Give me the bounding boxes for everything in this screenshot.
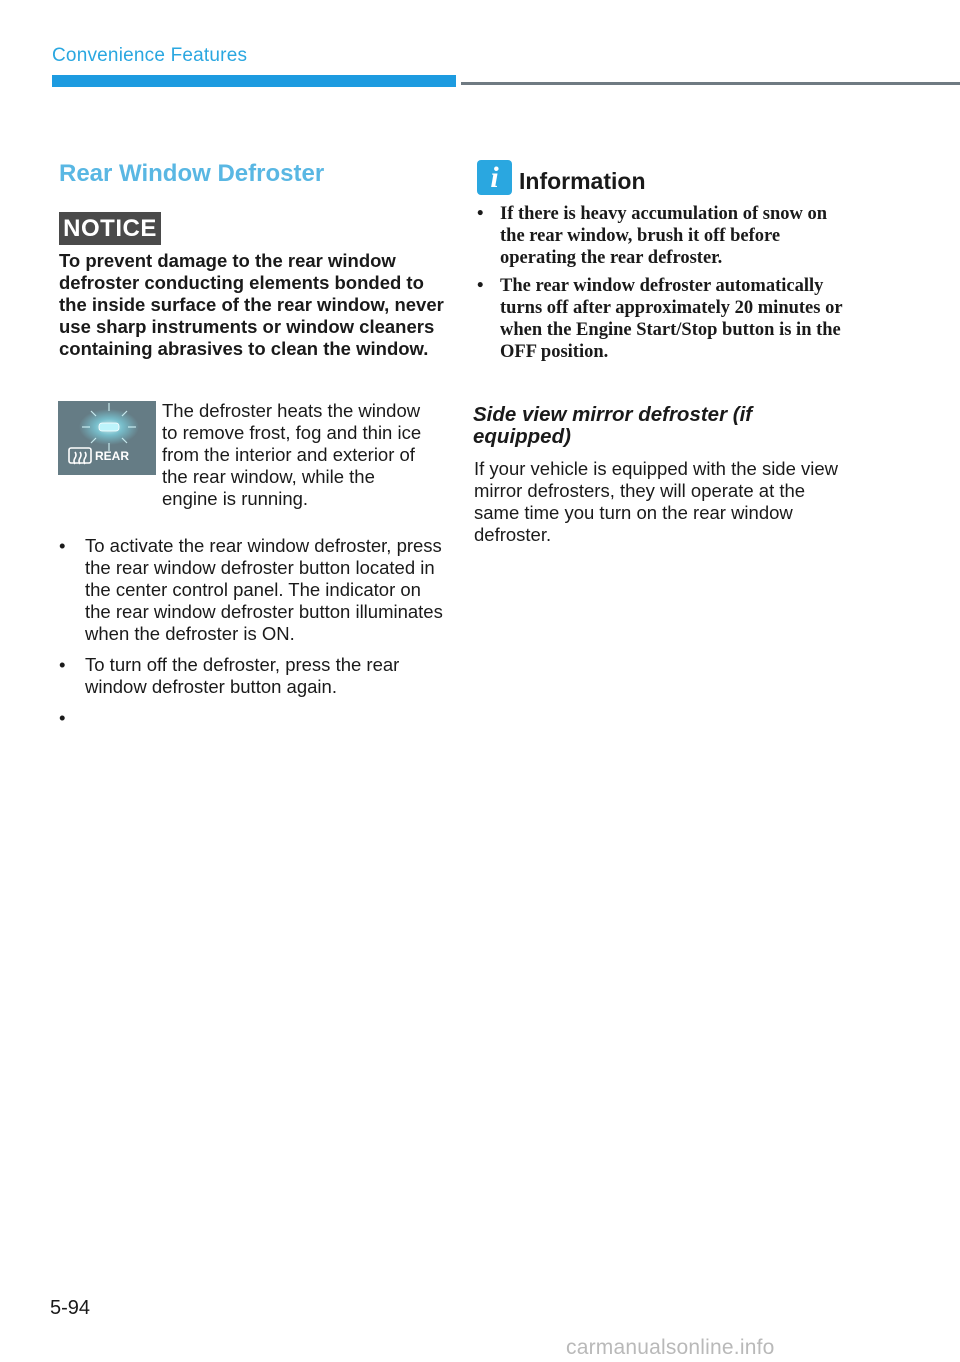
notice-badge: NOTICE: [59, 212, 161, 245]
header-accent-bar: [52, 75, 456, 87]
side-mirror-heading: Side view mirror defroster (if equipped): [473, 403, 753, 448]
header-divider: [461, 82, 960, 85]
notice-text: To prevent damage to the rear window defroster conducting elements bonded to the inside surface of the rear window, never use sharp instruments or window cleaners containing abrasives to clean the window.: [59, 250, 444, 359]
rear-defroster-icon: [58, 401, 156, 475]
list-item: • To turn off the defroster, press the rear window defroster button again.: [59, 654, 444, 698]
list-item: • If there is heavy accumulation of snow on the rear window, brush it off before operating the rear defroster.: [476, 203, 846, 269]
rear-defroster-button-image: [58, 401, 156, 475]
list-item: • The rear window defroster automatically turns off after approximately 20 minutes or when the Engine Start/Stop button is in the OFF position.: [476, 275, 846, 363]
list-item: [59, 707, 444, 729]
page-number: 5-94: [50, 1297, 91, 1319]
info-title: Information: [519, 168, 646, 194]
watermark: carmanualsonline.info: [566, 1336, 775, 1359]
list-item: • To activate the rear window defroster, press the rear window defroster button located in the center control panel. The indicator on the rear window defroster button illuminates when the defroster is ON.: [59, 535, 444, 645]
svg-text:REAR: REAR: [95, 449, 130, 463]
section-header-title: Convenience Features: [52, 45, 248, 66]
info-icon: i: [477, 160, 512, 195]
defroster-instructions-list: [59, 535, 444, 738]
info-list: [476, 203, 846, 369]
defroster-description: The defroster heats the window to remove frost, fog and thin ice from the interior and exterior of the rear window, while the engine is running.: [162, 400, 422, 509]
side-mirror-text: If your vehicle is equipped with the side view mirror defrosters, they will operate at the same time you turn on the rear window defroster.: [474, 458, 839, 545]
page-title: Rear Window Defroster: [59, 160, 325, 187]
